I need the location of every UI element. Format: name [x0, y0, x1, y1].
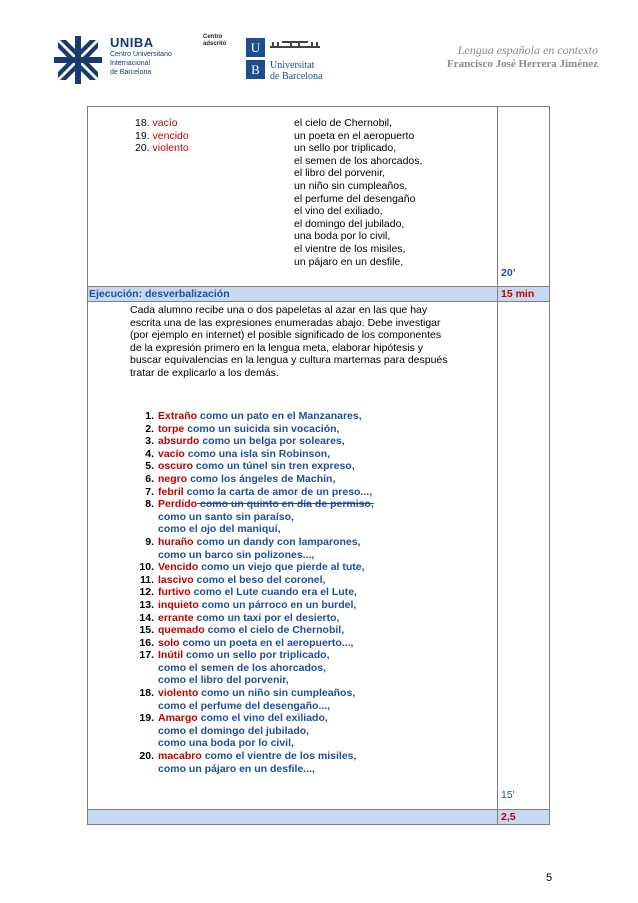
examples-time: 20’ — [501, 267, 516, 279]
page-header — [0, 0, 638, 100]
list-item-keyword: absurdo — [158, 435, 200, 448]
list-item — [130, 435, 374, 448]
list-item-keyword: errante — [158, 611, 194, 624]
list-item-number: 3. — [145, 435, 154, 448]
uniba-logo-icon — [52, 34, 104, 86]
list-item-number: 11. — [139, 573, 154, 586]
list-item — [130, 750, 374, 763]
list-item-number: 10. — [139, 561, 154, 574]
list-item — [130, 712, 374, 725]
list-item-text: como un párroco en un burdel, — [198, 598, 357, 611]
footer-time: 2,5 — [501, 811, 516, 823]
list-item-keyword: lascivo — [158, 573, 194, 586]
list-item-text: como un viejo que pierde al tute, — [198, 561, 365, 574]
list-item-continuation: como un barco sin polizones..., — [158, 548, 315, 561]
list-item-keyword: Amargo — [158, 712, 198, 725]
list-item-text: como el cielo de Chernobil, — [204, 624, 345, 637]
list-item — [130, 561, 374, 574]
example-left-20: 20. violento — [135, 142, 189, 155]
ub-building-icon — [270, 40, 320, 50]
list-item — [130, 536, 374, 549]
list-item-continuation: como el domingo del jubilado, — [158, 724, 310, 737]
list-item-keyword: vacío — [158, 447, 185, 460]
page-number: 5 — [546, 872, 553, 884]
list-item-keyword: Perdido — [158, 498, 198, 511]
section-header-row — [87, 287, 550, 302]
activity-table — [87, 106, 550, 825]
list-item — [130, 448, 374, 461]
course-title: Lengua española en contexto — [457, 43, 598, 57]
list-item-number: 14. — [139, 611, 154, 624]
list-item-keyword: Inútil — [158, 649, 184, 662]
list-item-text: como un túnel sin tren expreso, — [193, 460, 355, 473]
list-item — [130, 486, 374, 499]
list-item-text: como el vientre de los misiles, — [201, 750, 357, 763]
list-item-continuation: como una boda por lo civil, — [158, 737, 294, 750]
list-item-keyword: huraño — [158, 535, 194, 548]
list-item-text: como un dandy con lamparones, — [193, 535, 361, 548]
example-right-list: el cielo de Chernobil, un poeta en el aeropuerto un sello por triplicado, el semen de los ahorcados, el libro del porvenir, un niño sin cumpleaños, el perfume del desengaño el vino del exiliado, el domingo del jubilado, una boda por lo civil, el vientre de los misiles, un pájaro en un desfile, — [294, 117, 423, 268]
list-item-number: 20. — [139, 750, 154, 763]
list-item-keyword: torpe — [158, 422, 185, 435]
footer-row — [87, 810, 550, 825]
list-item-text: como un sello por triplicado, — [183, 649, 330, 662]
list-item — [130, 637, 374, 650]
list-item — [130, 624, 374, 637]
list-item — [130, 599, 374, 612]
list-item — [130, 649, 374, 662]
list-item — [130, 473, 374, 486]
list-item-continuation: como el libro del porvenir, — [158, 674, 289, 687]
instructions-paragraph: Cada alumno recibe una o dos papeletas al azar en las que hay escrita una de las expresiones enumeradas abajo. Debe investigar (por ejemplo en internet) el posible significado de los componentes de la expresión primero en la lengua meta, elaborar hipótesis y buscar equivalencias en la lengua y cultura marternas para después tratar de explicarlo a los demás. — [130, 304, 448, 379]
list-item-text: como un niño sin cumpleaños, — [198, 687, 356, 700]
list-item-keyword: Vencido — [158, 561, 199, 574]
list-item — [130, 410, 374, 423]
list-item — [130, 423, 374, 436]
list-item-keyword: febril — [158, 485, 184, 498]
list-item-text: como el vino del exiliado, — [197, 712, 328, 725]
list-item — [130, 687, 374, 700]
list-item-text: como una isla sin Robinson, — [184, 447, 331, 460]
list-item-keyword: macabro — [158, 750, 202, 763]
list-item-continuation: como el perfume del desengaño..., — [158, 699, 331, 712]
list-item-continuation: como un pájaro en un desfile..., — [158, 762, 315, 775]
list-item-number: 6. — [145, 472, 154, 485]
list-item-text: como el beso del coronel, — [193, 573, 326, 586]
expressions-list — [130, 410, 374, 775]
list-item-text: como el Lute cuando era el Lute, — [190, 586, 357, 599]
list-item-number: 8. — [145, 498, 154, 511]
list-item-keyword: inquieto — [158, 598, 199, 611]
list-item-continuation: como el ojo del maniquí, — [158, 523, 281, 536]
list-item-number: 9. — [145, 535, 154, 548]
uniba-name: UNIBA Centro Universitario Internacional de Barcelona — [110, 35, 172, 76]
ub-logo-u: U — [246, 38, 265, 57]
list-item-number: 2. — [145, 422, 154, 435]
list-item-keyword: quemado — [158, 624, 205, 637]
example-left-18: 18. vacío — [135, 117, 178, 129]
list-item-number: 1. — [145, 410, 154, 422]
example-left-19: 19. vencido — [135, 129, 189, 142]
list-item-keyword: Extraño — [158, 410, 198, 422]
author-name: Francisco José Herrera Jiménez — [447, 58, 598, 70]
examples-row — [87, 106, 550, 287]
list-item-text: como los ángeles de Machín, — [187, 472, 336, 485]
section-label: Ejecución: desverbalización — [89, 288, 230, 300]
ub-name: Universitat de Barcelona — [270, 60, 323, 82]
list-item-continuation: como el semen de los ahorcados, — [158, 661, 327, 674]
list-item-number: 16. — [139, 636, 154, 649]
list-item-continuation: como un santo sin paraíso, — [158, 510, 294, 523]
list-item-number: 17. — [139, 649, 154, 662]
list-item — [130, 498, 374, 511]
list-item-text: como un quinto en día de permiso, — [197, 498, 374, 511]
list-item-keyword: solo — [158, 636, 180, 649]
list-item-text: como un belga por soleares, — [199, 435, 345, 448]
list-item — [130, 586, 374, 599]
list-item-number: 5. — [145, 460, 154, 473]
section-body-row — [87, 302, 550, 810]
list-item-number: 4. — [145, 447, 154, 460]
list-item-text: como un poeta en el aeropuerto..., — [179, 636, 354, 649]
list-item-number: 19. — [139, 712, 154, 725]
list-item-text: como un pato en el Manzanares, — [197, 410, 362, 422]
list-item-keyword: furtivo — [158, 586, 191, 599]
list-item-number: 12. — [139, 586, 154, 599]
list-item — [130, 612, 374, 625]
list-item-number: 15. — [139, 624, 154, 637]
list-item-number: 13. — [139, 598, 154, 611]
list-item-number: 18. — [139, 687, 154, 700]
list-item-text: como un suicida sin vocación, — [184, 422, 340, 435]
ub-logo-b: B — [246, 60, 265, 79]
list-item-text: como la carta de amor de un preso..., — [183, 485, 373, 498]
list-item — [130, 574, 374, 587]
list-item-keyword: violento — [158, 687, 199, 700]
list-item-number: 7. — [145, 485, 154, 498]
list-item-text: como un taxi por el desierto, — [193, 611, 340, 624]
list-item-keyword: oscuro — [158, 460, 194, 473]
section-time: 15 min — [501, 288, 535, 300]
subsection-time: 15' — [501, 789, 515, 801]
centro-adscrito-label: Centro adscrito — [203, 34, 227, 47]
list-item — [130, 460, 374, 473]
list-item-keyword: negro — [158, 472, 188, 485]
